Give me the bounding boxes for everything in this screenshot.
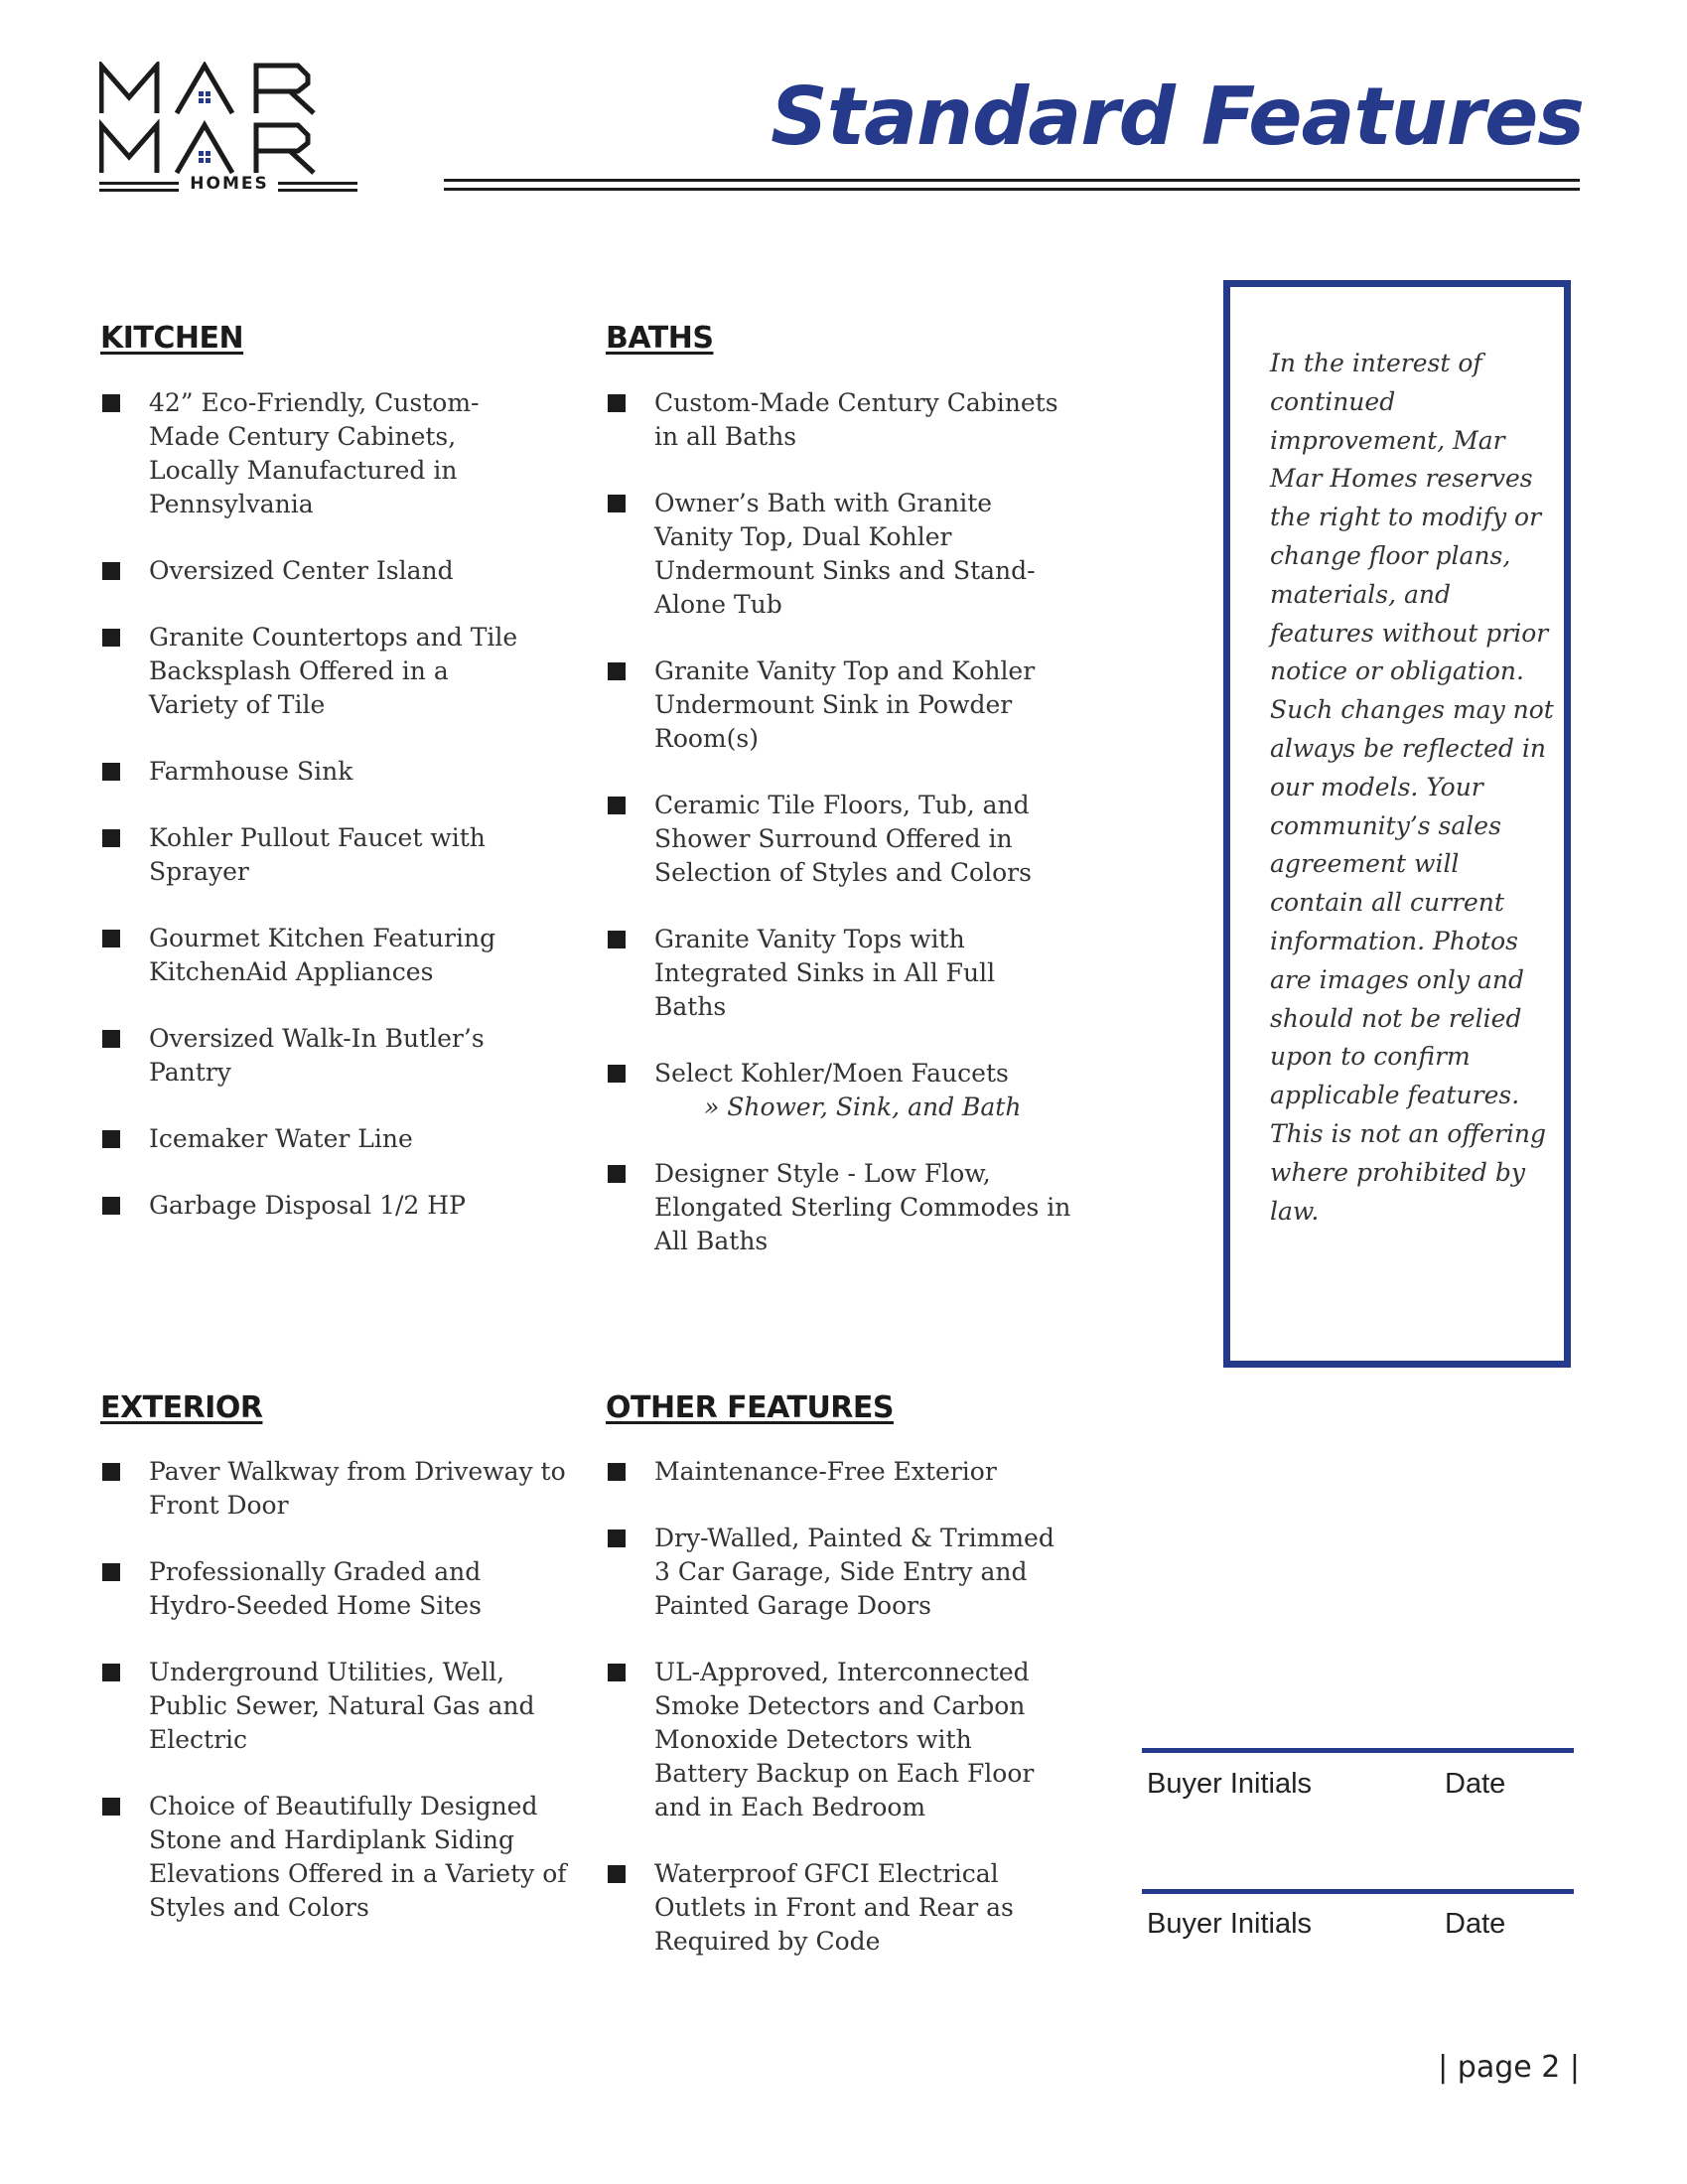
bullet-icon bbox=[608, 1065, 626, 1083]
baths-heading: BATHS bbox=[606, 321, 714, 356]
initials-line-1[interactable] bbox=[1142, 1748, 1574, 1753]
list-item: 42” Eco-Friendly, Custom-Made Century Cabinets, Locally Manufactured in Pennsylvania bbox=[100, 386, 537, 521]
bullet-icon bbox=[608, 495, 626, 512]
list-item: Oversized Walk-In Butler’s Pantry bbox=[100, 1022, 537, 1090]
other-features-heading: OTHER FEATURES bbox=[606, 1390, 895, 1425]
baths-list bbox=[606, 386, 1072, 1291]
bullet-icon bbox=[102, 394, 120, 412]
bullet-icon bbox=[608, 1664, 626, 1681]
bullet-icon bbox=[608, 394, 626, 412]
bullet-icon bbox=[102, 1798, 120, 1816]
buyer-initials-label-1: Buyer Initials bbox=[1147, 1768, 1313, 1800]
date-label-2: Date bbox=[1445, 1908, 1506, 1940]
list-item: Farmhouse Sink bbox=[100, 755, 537, 789]
bullet-icon bbox=[608, 931, 626, 948]
bullet-icon bbox=[102, 1563, 120, 1581]
bullet-icon bbox=[608, 662, 626, 680]
bullet-icon bbox=[102, 1664, 120, 1681]
list-item: Owner’s Bath with Granite Vanity Top, Dual Kohler Undermount Sinks and Stand-Alone Tub bbox=[606, 487, 1072, 622]
exterior-list bbox=[100, 1455, 567, 1958]
list-item: Granite Countertops and Tile Backsplash Offered in a Variety of Tile bbox=[100, 621, 537, 722]
date-label-1: Date bbox=[1445, 1768, 1506, 1800]
title-rule-top bbox=[444, 179, 1580, 182]
list-item: Choice of Beautifully Designed Stone and Hardiplank Siding Elevations Offered in a Variety of Styles and Colors bbox=[100, 1790, 567, 1925]
list-item: Professionally Graded and Hydro-Seeded Home Sites bbox=[100, 1555, 567, 1623]
bullet-icon bbox=[608, 1463, 626, 1481]
list-item: Garbage Disposal 1/2 HP bbox=[100, 1189, 537, 1223]
company-logo bbox=[99, 62, 357, 201]
bullet-icon bbox=[102, 629, 120, 647]
bullet-icon bbox=[102, 1130, 120, 1148]
bullet-icon bbox=[102, 930, 120, 947]
bullet-icon bbox=[102, 763, 120, 781]
kitchen-list bbox=[100, 386, 537, 1255]
bullet-icon bbox=[102, 1463, 120, 1481]
list-item: Custom-Made Century Cabinets in all Baths bbox=[606, 386, 1072, 454]
page-title: Standard Features bbox=[771, 71, 1584, 163]
bullet-icon bbox=[608, 797, 626, 814]
buyer-initials-label-2: Buyer Initials bbox=[1147, 1908, 1313, 1940]
list-item: Granite Vanity Tops with Integrated Sinks in All Full Baths bbox=[606, 923, 1072, 1024]
other-features-list bbox=[606, 1455, 1072, 1991]
disclaimer-box bbox=[1223, 280, 1571, 1368]
list-item: Paver Walkway from Driveway to Front Door bbox=[100, 1455, 567, 1523]
bullet-icon bbox=[102, 1197, 120, 1215]
bullet-icon bbox=[608, 1529, 626, 1547]
disclaimer-text: In the interest of continued improvement, Mar Mar Homes reserves the right to modify or change floor plans, materials, and features without prior notice or obligation. Such changes may not always be reflected in our models. Your community’s sales agreement will contain all current information. Photos are images only and should not be relied upon to confirm applicable features. This is not an offering where prohibited by law. bbox=[1270, 349, 1554, 1226]
list-item: Select Kohler/Moen Faucets » Shower, Sink, and Bath bbox=[606, 1057, 1072, 1124]
list-item: Underground Utilities, Well, Public Sewer, Natural Gas and Electric bbox=[100, 1656, 567, 1757]
list-item: Designer Style - Low Flow, Elongated Sterling Commodes in All Baths bbox=[606, 1157, 1072, 1258]
list-item: Dry-Walled, Painted & Trimmed 3 Car Garage, Side Entry and Painted Garage Doors bbox=[606, 1522, 1072, 1623]
initials-line-2[interactable] bbox=[1142, 1889, 1574, 1894]
kitchen-heading: KITCHEN bbox=[100, 321, 244, 356]
list-item: Oversized Center Island bbox=[100, 554, 537, 588]
page-number: | page 2 | bbox=[1438, 2050, 1580, 2085]
list-item: UL-Approved, Interconnected Smoke Detectors and Carbon Monoxide Detectors with Battery Backup on Each Floor and in Each Bedroom bbox=[606, 1656, 1072, 1824]
list-item: Icemaker Water Line bbox=[100, 1122, 537, 1156]
bullet-icon bbox=[608, 1865, 626, 1883]
list-item: Maintenance-Free Exterior bbox=[606, 1455, 1072, 1489]
title-rule-bottom bbox=[444, 188, 1580, 191]
list-item: Kohler Pullout Faucet with Sprayer bbox=[100, 821, 537, 889]
list-item: Gourmet Kitchen Featuring KitchenAid Appliances bbox=[100, 922, 537, 989]
bullet-icon bbox=[608, 1165, 626, 1183]
list-item: Granite Vanity Top and Kohler Undermount Sink in Powder Room(s) bbox=[606, 655, 1072, 756]
bullet-icon bbox=[102, 1030, 120, 1048]
bullet-icon bbox=[102, 562, 120, 580]
exterior-heading: EXTERIOR bbox=[100, 1390, 263, 1425]
logo-subtitle: HOMES bbox=[190, 174, 269, 194]
faucets-subitem: » Shower, Sink, and Bath bbox=[704, 1092, 1022, 1121]
bullet-icon bbox=[102, 829, 120, 847]
list-item: Waterproof GFCI Electrical Outlets in Front and Rear as Required by Code bbox=[606, 1857, 1072, 1959]
list-item: Ceramic Tile Floors, Tub, and Shower Surround Offered in Selection of Styles and Colors bbox=[606, 789, 1072, 890]
